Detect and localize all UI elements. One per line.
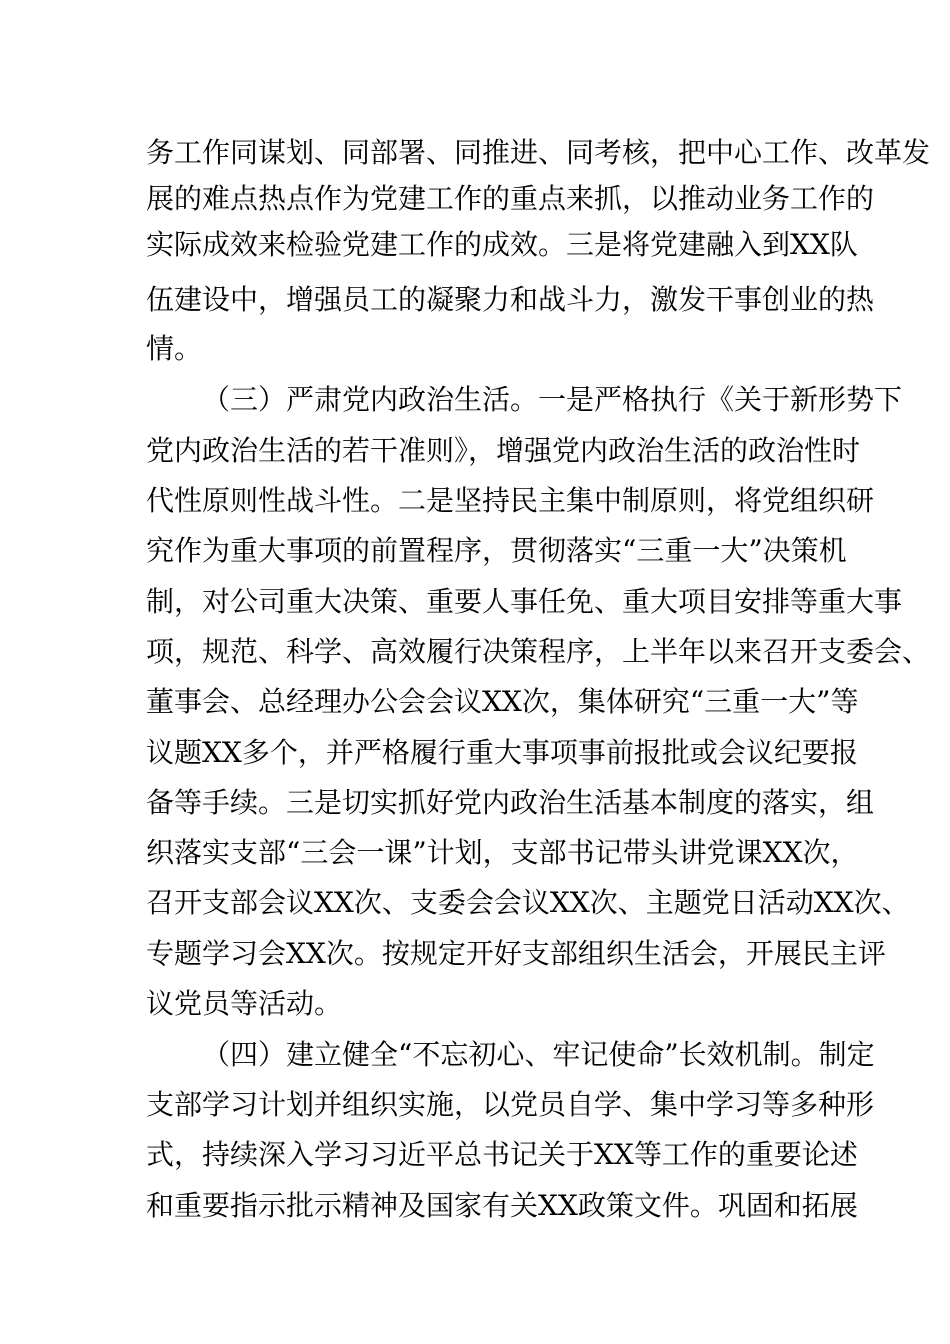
section-heading-line: （三）严肃党内政治生活。一是严格执行《关于新形势下	[202, 383, 903, 416]
text-line: 党内政治生活的若干准则》，增强党内政治生活的政治性时	[146, 434, 861, 467]
section-heading-line: （四）建立健全“不忘初心、牢记使命”长效机制。制定	[202, 1038, 875, 1071]
text-line: 伍建设中，增强员工的凝聚力和战斗力，激发干事创业的热	[146, 283, 875, 316]
text-line: 代性原则性战斗性。二是坚持民主集中制原则，将党组织研	[146, 484, 875, 517]
text-line: 制，对公司重大决策、重要人事任免、重大项目安排等重大事	[146, 585, 903, 618]
text-line: 实际成效来检验党建工作的成效。三是将党建融入到XX队	[146, 228, 858, 261]
text-line: 情。	[146, 332, 203, 365]
text-line: 项，规范、科学、高效履行决策程序，上半年以来召开支委会、	[146, 635, 931, 668]
text-line: 董事会、总经理办公会会议XX次，集体研究“三重一大”等	[146, 685, 859, 718]
text-line: 和重要指示批示精神及国家有关XX政策文件。巩固和拓展	[146, 1189, 858, 1222]
text-line: 务工作同谋划、同部署、同推进、同考核，把中心工作、改革发	[146, 136, 931, 169]
text-line: 召开支部会议XX次、支委会会议XX次、主题党日活动XX次、	[146, 886, 910, 919]
text-line: 专题学习会XX次。按规定开好支部组织生活会，开展民主评	[146, 937, 886, 970]
text-line: 备等手续。三是切实抓好党内政治生活基本制度的落实，组	[146, 786, 875, 819]
text-line: 支部学习计划并组织实施，以党员自学、集中学习等多种形	[146, 1088, 875, 1121]
text-line: 展的难点热点作为党建工作的重点来抓，以推动业务工作的	[146, 182, 875, 215]
text-line: 织落实支部“三会一课”计划，支部书记带头讲党课XX次，	[146, 836, 859, 869]
text-line: 式，持续深入学习习近平总书记关于XX等工作的重要论述	[146, 1138, 858, 1171]
text-line: 究作为重大事项的前置程序，贯彻落实“三重一大”决策机	[146, 534, 847, 567]
text-line: 议党员等活动。	[146, 987, 343, 1020]
text-line: 议题XX多个，并严格履行重大事项事前报批或会议纪要报	[146, 736, 858, 769]
